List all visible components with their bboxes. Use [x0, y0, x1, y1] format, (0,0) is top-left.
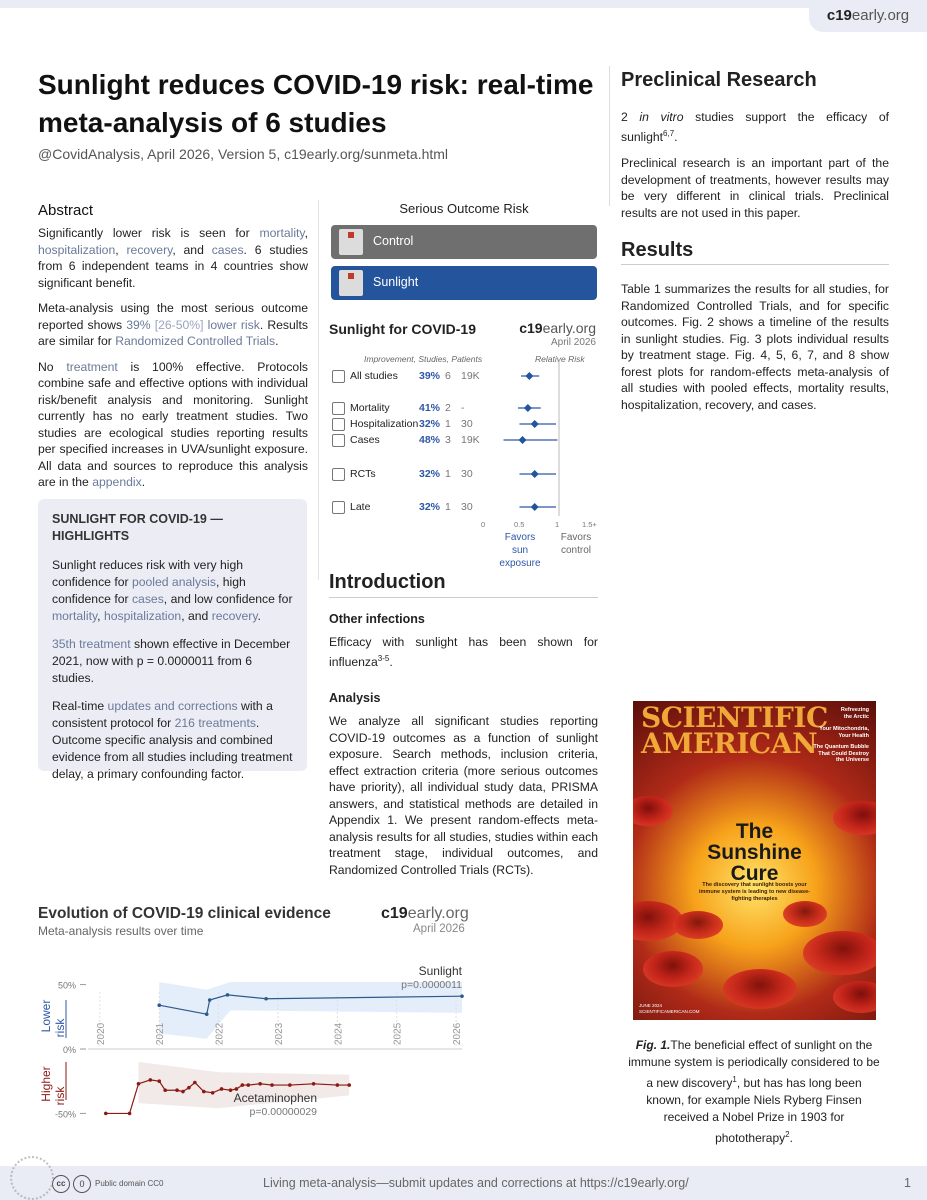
favors-sun-label: Favors sun exposure — [499, 532, 541, 569]
abstract-heading: Abstract — [38, 202, 94, 219]
row-label: RCTs — [350, 468, 376, 480]
data-point — [241, 1083, 245, 1087]
row-label: Late — [350, 501, 371, 513]
axis-tick: 0.5 — [514, 520, 525, 529]
blood-cell — [803, 931, 876, 975]
evolution-date: April 2026 — [413, 923, 465, 935]
row-patients: 30 — [461, 418, 473, 430]
hospital-icon — [339, 270, 363, 296]
acetaminophen-p-value: p=0.00000029 — [249, 1106, 317, 1118]
data-point — [258, 1082, 262, 1086]
link-35th[interactable]: 35th treatment — [52, 637, 131, 651]
cover-footer: JUNE 2024 SCIENTIFICAMERICAN.COM — [639, 1003, 700, 1014]
row-studies: 6 — [445, 370, 451, 382]
license-label: Public domain CC0 — [95, 1179, 164, 1188]
data-point — [211, 1091, 215, 1095]
highlights-paragraph: 35th treatment shown effective in December 2021, now with p = 0.0000011 from 6 studies. — [52, 637, 291, 685]
sunlight-label: Sunlight — [373, 275, 419, 289]
cc0-icon: 0 — [73, 1175, 91, 1193]
row-improvement: 39% — [418, 370, 440, 382]
row-studies: 1 — [445, 501, 451, 513]
row-studies: 1 — [445, 418, 451, 430]
higher-risk-label: Higher — [39, 1066, 53, 1102]
highlights-paragraph: Sunlight reduces risk with very high confidence for pooled analysis, high confidence for cases, and low confidence for mortality, hospitalization, and recovery. — [52, 558, 293, 623]
link-mortality[interactable]: mortality — [259, 226, 305, 240]
forest-col-header: Improvement, Studies, Patients — [364, 354, 483, 364]
y-tick-label: 0% — [62, 1045, 76, 1055]
year-label: 2026 — [452, 1022, 464, 1045]
introduction-heading: Introduction — [329, 571, 446, 593]
evolution-subtitle: Meta-analysis results over time — [38, 924, 204, 938]
forest-title: Sunlight for COVID-19 — [329, 321, 476, 337]
blood-cell — [673, 911, 723, 939]
row-patients: 30 — [461, 501, 473, 513]
link-updates[interactable]: updates and corrections — [107, 699, 238, 713]
link-treatment[interactable]: treatment — [66, 359, 118, 374]
link-ci[interactable]: [26-50%] — [154, 317, 204, 332]
link-mortality[interactable]: mortality — [52, 609, 98, 623]
results-heading: Results — [621, 239, 694, 261]
effect-diamond — [531, 420, 539, 428]
forest-rr-header: Relative Risk — [535, 354, 585, 364]
control-label: Control — [373, 234, 414, 248]
lower-risk-label: risk — [53, 1018, 67, 1038]
row-label: Cases — [350, 434, 380, 446]
year-label: 2022 — [214, 1022, 226, 1045]
year-label: 2025 — [392, 1022, 404, 1045]
highlights-paragraph: Real-time updates and corrections with a consistent protocol for 216 treatments. Outcome specific analysis and combined evidence from all studies including treatment delay, a primary confounding factor. — [52, 699, 293, 781]
row-improvement: 32% — [418, 418, 440, 430]
site-brand[interactable]: c19early.org — [809, 0, 927, 32]
sunlight-p-value: p=0.0000011 — [401, 979, 462, 991]
blood-cell — [833, 981, 876, 1013]
cover-sideline: Your Mitochondria, Your Health — [819, 726, 869, 739]
effect-diamond — [531, 503, 539, 511]
data-point — [208, 998, 212, 1002]
row-studies: 3 — [445, 434, 451, 446]
data-point — [205, 1012, 209, 1016]
highlights-heading: SUNLIGHT FOR COVID-19 — HIGHLIGHTS — [52, 512, 223, 543]
data-point — [163, 1088, 167, 1092]
data-point — [175, 1088, 179, 1092]
cc-icon: cc — [52, 1175, 70, 1193]
blood-cell — [643, 951, 703, 987]
data-point — [128, 1112, 132, 1116]
magazine-cover-image — [633, 701, 876, 1020]
evolution-title: Evolution of COVID-19 clinical evidence — [38, 905, 331, 922]
row-patients: 19K — [461, 434, 480, 446]
row-studies: 2 — [445, 402, 451, 414]
preclinical-body — [621, 109, 889, 231]
serious-outcome-title: Serious Outcome Risk — [399, 201, 529, 216]
control-bar — [331, 225, 597, 259]
paper-title: Sunlight reduces COVID-19 risk: real-time meta-analysis of 6 studies — [38, 69, 594, 138]
sunlight-series-label: Sunlight — [418, 964, 462, 978]
blood-cell — [723, 969, 797, 1009]
abstract-paragraph: Significantly lower risk is seen for mortality, hospitalization, recovery, and cases. 6 studies from 6 independent teams in 4 countries show significant benefit. — [38, 226, 308, 290]
evolution-brand: c19early.org — [381, 905, 469, 922]
cover-masthead: SCIENTIFIC AMERICAN — [641, 701, 828, 760]
analysis-heading: Analysis — [329, 691, 381, 705]
y-tick-label: 50% — [57, 980, 76, 991]
cover-tagline: The discovery that sunlight boosts your immune system is leading to new disease-fighting therapies — [699, 882, 810, 902]
y-tick-label: -50% — [54, 1109, 76, 1120]
top-bar — [0, 0, 927, 8]
preclinical-heading: Preclinical Research — [621, 69, 817, 91]
row-studies: 1 — [445, 468, 451, 480]
row-improvement: 32% — [418, 468, 440, 480]
column-divider — [609, 66, 610, 206]
data-point — [264, 997, 268, 1001]
year-label: 2024 — [333, 1022, 345, 1045]
year-label: 2021 — [155, 1022, 167, 1045]
intro-paragraph: Efficacy with sunlight has been shown for influenza$^{3-5}$. — [329, 635, 598, 669]
data-point — [202, 1090, 206, 1094]
virus-icon — [10, 1156, 54, 1200]
sunlight-bar — [331, 266, 597, 300]
link-lower-risk[interactable]: lower risk — [207, 317, 260, 332]
effect-diamond — [531, 470, 539, 478]
data-point — [312, 1082, 316, 1086]
data-point — [149, 1078, 153, 1082]
data-point — [193, 1081, 197, 1085]
axis-tick: 0 — [481, 520, 486, 529]
acetaminophen-series-label: Acetaminophen — [233, 1091, 317, 1105]
data-point — [220, 1087, 224, 1091]
axis-tick: 1 — [555, 520, 560, 529]
row-patients: 19K — [461, 370, 480, 382]
data-point — [137, 1082, 141, 1086]
page-footer — [0, 1166, 927, 1200]
row-patients: - — [461, 402, 465, 414]
data-point — [157, 1079, 161, 1083]
row-label: Hospitalization — [350, 418, 419, 430]
cover-sideline: The Quantum Bubble That Could Destroy the Universe — [813, 744, 869, 763]
effect-diamond — [525, 372, 533, 380]
year-label: 2020 — [95, 1022, 107, 1045]
data-point — [347, 1083, 351, 1087]
cover-sideline: Refreezing the Arctic — [840, 707, 869, 720]
row-patients: 30 — [461, 468, 473, 480]
section-rule — [329, 597, 598, 598]
effect-diamond — [524, 404, 532, 412]
year-label: 2023 — [273, 1022, 285, 1045]
evolution-chart — [30, 940, 470, 1130]
analysis-paragraph: We analyze all significant studies reporting COVID-19 outcomes as a function of sunlight exposure. Search methods, inclusion criteria, effect extraction criteria (more serious outcomes have priority), all individual study data, PRISMA answers, and statistical methods are detailed in Appendix 1. We present random-effects meta-analysis results for all studies, studies within each treatment stage, individual outcomes, and Randomized Controlled Trials (RCTs). — [329, 714, 598, 877]
page-number: 1 — [904, 1176, 911, 1190]
favors-control-label: Favors control — [560, 532, 592, 556]
row-improvement: 48% — [418, 434, 440, 446]
link-hospitalization[interactable]: hospitalization — [38, 242, 116, 257]
link-cases[interactable]: cases — [131, 592, 164, 606]
lower-risk-label: Lower — [39, 999, 53, 1033]
blood-cell — [783, 901, 827, 927]
link-hospitalization[interactable]: hospitalization — [103, 609, 182, 623]
link-recovery[interactable]: recovery — [211, 609, 258, 623]
link-216[interactable]: 216 treatments — [174, 716, 256, 730]
forest-date: April 2026 — [550, 337, 596, 348]
forest-brand: c19early.org — [519, 320, 596, 336]
effect-diamond — [519, 436, 527, 444]
row-improvement: 32% — [418, 501, 440, 513]
column-divider — [318, 200, 319, 580]
data-point — [460, 994, 464, 998]
higher-risk-label: risk — [53, 1086, 67, 1106]
abstract-paragraph: Meta-analysis using the most serious outcome reported shows 39% [26-50%] lower risk. Results are similar for Randomized Controlled Trials. — [38, 301, 308, 348]
link-recovery[interactable]: recovery — [126, 242, 173, 257]
link-pooled[interactable]: pooled analysis — [131, 575, 216, 589]
link-cases[interactable]: cases — [211, 242, 244, 257]
hospital-icon — [339, 229, 363, 255]
row-label: All studies — [350, 370, 398, 382]
abstract-body — [38, 225, 308, 500]
row-label: Mortality — [350, 402, 390, 414]
data-point — [226, 993, 230, 997]
row-improvement: 41% — [418, 402, 440, 414]
results-paragraph: Table 1 summarizes the results for all studies, for Randomized Controlled Trials, and for specific outcomes. Fig. 2 shows a timeline of the results in sunlight studies. Fig. 3 plots individual results by treatment stage. Fig. 4, 5, 6, 7, and 8 show forest plots for random-effects meta-analysis of all studies with pooled effects, mortality results, hospitalization, recovery, and cases. — [621, 282, 889, 412]
data-point — [246, 1083, 250, 1087]
link-appendix[interactable]: appendix — [92, 475, 142, 489]
data-point — [181, 1090, 185, 1094]
cover-headline: The Sunshine Cure — [707, 820, 802, 885]
preclinical-paragraph: Preclinical research is an important part of the development of treatments, however results may be very different in clinical trials. Preclinical results are not used in this paper. — [621, 156, 889, 220]
section-rule — [621, 264, 889, 265]
data-point — [288, 1083, 292, 1087]
byline: @CovidAnalysis, April 2026, Version 5, c19early.org/sunmeta.html — [38, 146, 449, 162]
preclinical-paragraph: 2 in vitro studies support the efficacy of sunlight$^{6,7}$. — [621, 110, 889, 144]
data-point — [229, 1088, 233, 1092]
forest-plot — [329, 316, 599, 569]
data-point — [336, 1083, 340, 1087]
data-point — [104, 1112, 108, 1116]
abstract-paragraph: No treatment is 100% effective. Protocols combine safe and effective options with individual risk/benefit analysis and monitoring. Sunlight currently has no early treatment studies. Two studies are ecological studies reporting results per specified increases in UVA/sunlight exposure. All data and sources to reproduce this analysis are in the appendix. — [38, 359, 309, 489]
other-infections-heading: Other infections — [329, 612, 425, 626]
data-point — [270, 1083, 274, 1087]
link-pct[interactable]: 39% — [126, 317, 151, 332]
data-point — [187, 1086, 191, 1090]
link-rcts[interactable]: Randomized Controlled Trials — [115, 334, 276, 348]
data-point — [157, 1003, 161, 1007]
axis-tick: 1.5+ — [582, 520, 597, 529]
highlights-box — [38, 499, 307, 781]
footer-text[interactable]: Living meta-analysis—submit updates and corrections at https://c19early.org/ — [263, 1176, 689, 1190]
figure-caption: Fig. 1.The beneficial effect of sunlight on the immune system is periodically considered to be a new discovery$^1$, but has has long been known, for example Niels Ryberg Finsen received a Nobel Prize in 1903 for phototherapy$^2$. — [628, 1038, 880, 1145]
